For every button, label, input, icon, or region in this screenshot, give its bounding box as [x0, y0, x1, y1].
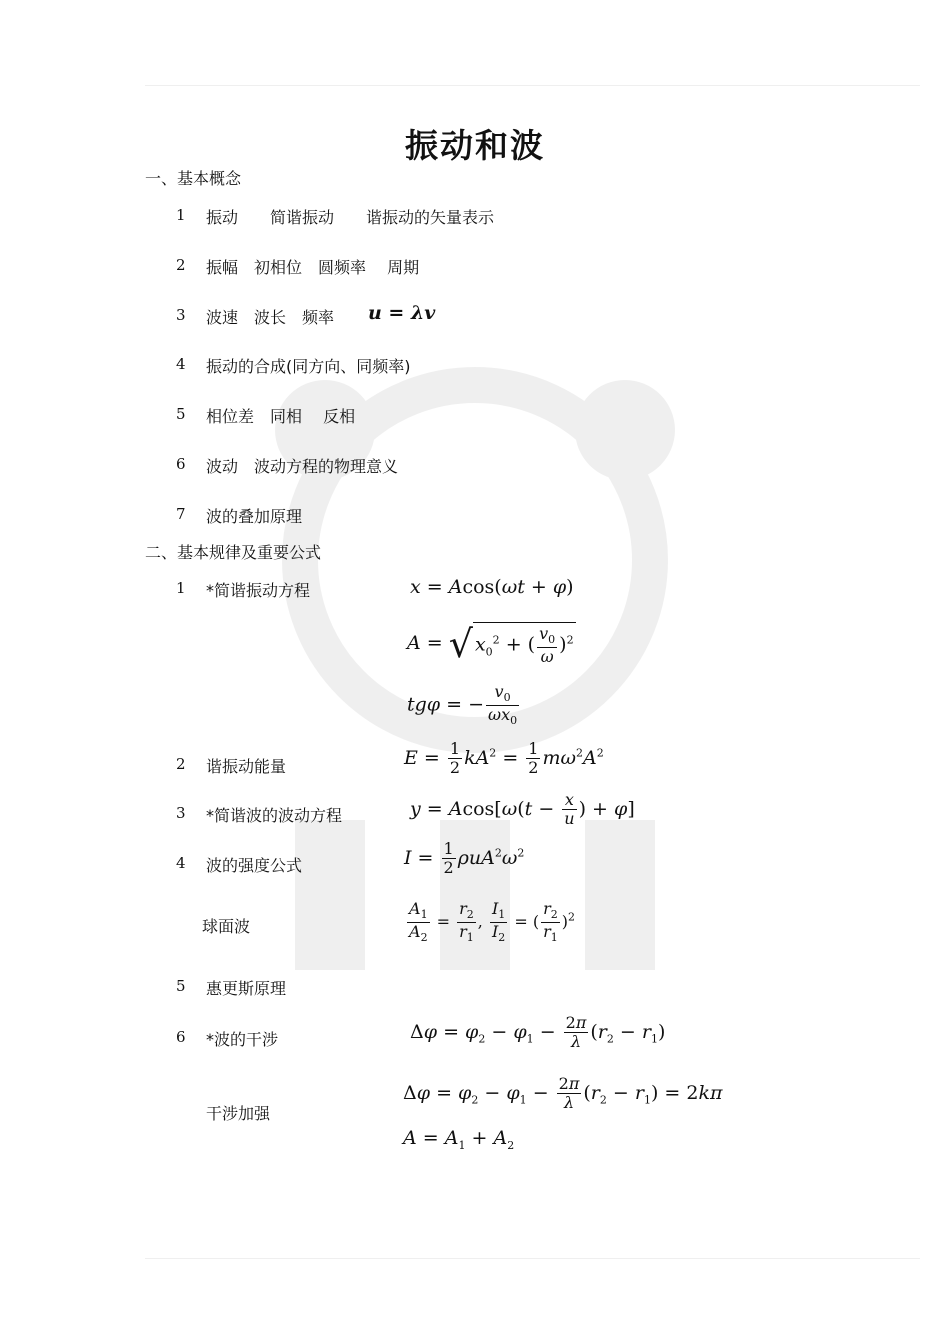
formula-label: 干涉加强 [206, 1104, 271, 1123]
formula-label: *波的干涉 [206, 1030, 279, 1049]
item-number: 3 [176, 804, 186, 822]
footer-rule [145, 1258, 920, 1259]
sqrt: √ $x_0^2$ + ( $\frac{v_0}{\omega}$ )$^2$ [448, 622, 574, 667]
concept-item: 振动 简谐振动 谐振动的矢量表示 [206, 208, 495, 227]
concept-item: 波动 波动方程的物理意义 [206, 457, 399, 476]
item-number: 6 [176, 1028, 186, 1046]
formula-label: 球面波 [202, 917, 251, 936]
item-number: 6 [176, 455, 186, 473]
concept-item: 相位差 同相 反相 [206, 407, 356, 426]
item-number: 7 [176, 505, 186, 523]
spherical-wave-formula: $\frac{A_1}{A_2}$ = $\frac{r_2}{r_1}$ , $\frac{I_1}{I_2}$ = ( $\frac{r_2}{r_1}$ )$^2$ [409, 899, 576, 945]
concept-item: 波速 波长 频率 [206, 308, 335, 327]
item-number: 5 [176, 405, 186, 423]
item-number: 3 [176, 306, 186, 324]
item-number: 4 [176, 355, 186, 373]
energy-formula: E = $\frac{1}{2}$ $kA^2$ = $\frac{1}{2}$ $m\omega^2A^2$ [404, 739, 604, 778]
concept-item: 波的叠加原理 [206, 507, 303, 526]
formula-text: u = λv [368, 302, 436, 324]
wave-speed-formula [368, 302, 435, 324]
item-number: 1 [176, 579, 186, 597]
section-heading-basic-concepts: 一、基本概念 [145, 169, 242, 188]
interference-phase-formula: $\Delta\varphi = \varphi_2 - \varphi_1$ − $\frac{2\pi}{\lambda}$ $(r_2 - r_1)$ [410, 1013, 666, 1052]
item-number: 4 [176, 854, 186, 872]
watermark-mascot-icon [255, 360, 695, 980]
concept-item: 振动的合成(同方向、同频率) [206, 357, 411, 376]
amplitude-formula: A = √ $x_0^2$ + ( $\frac{v_0}{\omega}$ )$^2$ [407, 622, 574, 667]
initial-phase-formula: tgφ = − $\frac{v_0}{\omega x_0}$ [407, 682, 518, 728]
constructive-amplitude-formula: $A = A_1 + A_2$ [403, 1127, 515, 1152]
item-number: 1 [176, 206, 186, 224]
intensity-formula: I = $\frac{1}{2}$ $\rho uA^2\omega^2$ [404, 839, 525, 878]
formula-label: *简谐振动方程 [206, 581, 311, 600]
header-rule [145, 85, 920, 86]
constructive-interference-formula: $\Delta\varphi = \varphi_2 - \varphi_1$ − $\frac{2\pi}{\lambda}$ $(r_2 - r_1) = 2k\pi$ [403, 1074, 723, 1113]
formula-label: 谐振动能量 [206, 757, 287, 776]
wave-equation: y = Acos[ω(t − $\frac{x}{u}$ ) + φ] [410, 790, 635, 829]
section-heading-laws-formulas: 二、基本规律及重要公式 [145, 543, 322, 562]
item-number: 2 [176, 256, 186, 274]
item-number: 2 [176, 755, 186, 773]
formula-label: 惠更斯原理 [206, 979, 287, 998]
formula-label: 波的强度公式 [206, 856, 303, 875]
page-title: 振动和波 [405, 126, 545, 165]
formula-label: *简谐波的波动方程 [206, 806, 343, 825]
concept-item: 振幅 初相位 圆频率 周期 [206, 258, 420, 277]
shm-equation: x = Acos(ωt + φ) [410, 576, 574, 598]
item-number: 5 [176, 977, 186, 995]
